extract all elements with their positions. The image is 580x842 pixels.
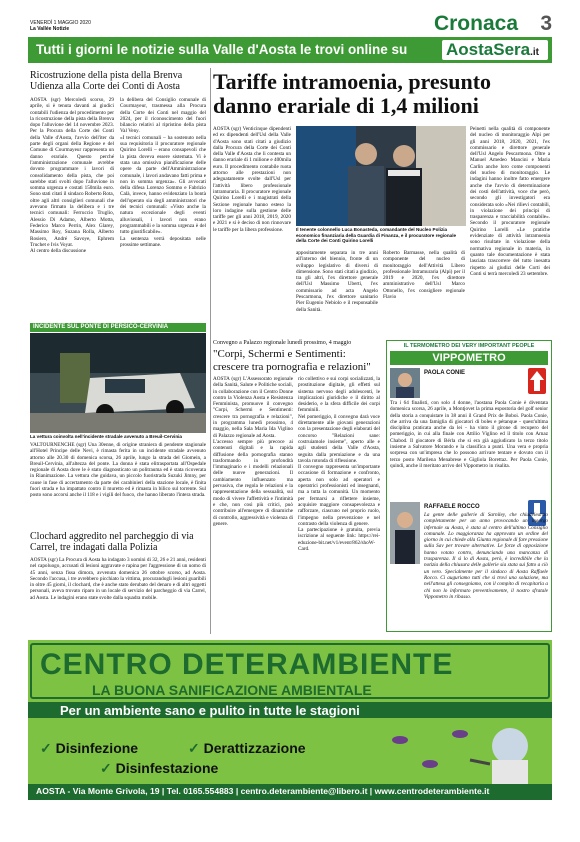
officials-photo [296,126,466,226]
ad-item-2: ✓ Derattizzazione [188,740,306,756]
check-icon: ✓ [40,740,52,756]
convegno-col1: AOSTA (sgr) L'Assessorato regionale della Sanità, Salute e Politiche sociali, in collaborazione con il Centro Donne contro la Violenza Aosta e Resistenza Femminista, promuove il convegno "Corpi, Schermi e Sentimenti: crescere tra pornografia e relazioni", in programma lunedì prossimo, 4 maggio, nella Sala Maria Ida Viglino di Palazzo regionale ad Aosta. L'accesso sempre più precoce ai contenuti digitali e la rapida diffusione della pornografia stanno trasformando in profondità l'immaginario e i modelli relazionali delle nuove generazioni. Il cambiamento influenzato ma pervasiva, che regola le relazioni e la rappresentazione della sessualità, sul modo di vivere l'affettività e l'intimità e che, non così più critici, può contribuire all'emergere di dinamiche di controllo, aggressività e violenza di genere. [213,376,293,527]
main-col3: Roberto Barmasse, nella qualità di componente del nucleo di monitoraggio dell'Attività Libero professionale Intramuraria (Alpi) per il 2019 e 2020, l'ex direttore amministrativo dell'Usl Marco Ottonello, l'ex consigliere regionale Flavio [383,250,465,301]
pest-control-icon [360,720,540,784]
crash-photo-header-text: INCIDENTE SUL PONTE DI PERSICO-CERVINIA [33,324,169,330]
aostasera-logo [446,40,539,60]
rocco-name: RAFFAELE ROCCO [424,504,480,510]
rocco-portrait [390,502,420,564]
crash-car-image [30,333,206,433]
convegno-kicker: Convegno a Palazzo regionale lunedì prossimo, 4 maggio [213,340,352,346]
rocco-text: La gente delle gallerie di Sarniley, che chiudeleanno completamente per un anno provocando un ingorgo infernale su Aosta, è stata al centro dell'ultimo Consiglio comunale. Lo maggioranza ha approvato un ordine del giorno in cui chiede alla Giunta regionale di fare pressione sulla Sav per trovare alternative. Le forze di opposizione hanno votato contro, denunciando una mancanza di trasparenza. Il sì lo di Aosta, però, è incredibile che la notizia della chiusura delle gallerie sia stata sui fatto a ciò un vero. Specialmente per il sindaco di Aosta Raffaele Rocco. Ci auguriamo tutti che si trovi una soluzione, ma nell'attesa gli consegniamo, con il compito di recapitarla a chi non lo informato preventivamente, il nostro sfratale Vippometro in ribasso. [424,512,548,600]
rocco-photo [390,502,420,564]
convegno-headline: "Corpi, Schermi e Sentimenti: crescere tra pornografia e relazioni" [213,348,371,373]
paola-photo [390,368,420,398]
ad-brand: CENTRO DETERAMBIENTE [40,648,454,681]
paola-name: PAOLA CONIE [424,370,466,376]
paper-name: La Vallée Notizie [30,26,70,32]
ad-subtitle: LA BUONA SANIFICAZIONE AMBIENTALE [92,682,372,698]
main-headline: Tariffe intramoenia, presunto danno erariale di 1,4 milioni [213,69,492,118]
check-icon: ✓ [100,760,112,776]
ad-items [40,738,340,782]
pest-illustration [360,720,540,784]
ad-item-3: ✓ Disinfestazione [100,760,219,776]
arrow-up-icon [528,368,546,394]
paola-text: Tra i 64 finalisti, con solo 4 donne, l'aostana Paola Conie è diventata domenica scorsa, 26 aprile, a Montjovet la prima espostoria del golf senior della storia a conquistare in 38 anni il Grand Prix de Boboi. Paola Conie, che arriva da una famiglia di giocatori di boles e pétanque - quest'ultima disciplina praticata anche da lei - ha vinto il girone di recupero del pomeriggio, in cui alla finale con Attilio Viglino ed il titolo con Arnaz Chabod. Il giocatore di Bérla che si era già aggiudicato la terzo titolo insieme a Salvatore Morando e la classifica a punti. Una vera e propria sorpresa con un'impresa che lo possono arrivare tentare e dovuto con il terzo posto Marilena Menabrese e Gigliola Borettaz. Per Paola Conie, quindi, anche il meritato arrivo del Vippometro in risalita. [390,400,548,469]
page-number: 3 [540,12,552,35]
convegno-col2: rio collettivo e sui corpi socializzati, la prostituzione digitale, gli effetti sul sistema nervoso degli adolescenti, le implicazioni giuridiche e il diritto al desiderio, e la sfera difficile dei corpi femminili. Nel pomeriggio, il convegno darà voce direttamente alle giovani generazioni con la presentazione degli elaborati del concorso "Relazioni sane: costruiamole insieme", aperto alle e agli studenti della Valle d'Aosta, seguita dalla premiazione e da una tavola rotonda di riflessione. Il convegno rappresenta un'importante occasione di formazione e confronto, aperta non solo ad operatori e operatrici professionisti ed insegnanti, ma a tutta la comunità. Un momento per fermarsi a riflettere insieme, acquisire maggiore consapevolezza e rafforzare, ciascuno nel proprio ruolo, l'impegno nella prevenzione e nel contrasto della violenza di genere. La partecipazione è gratuita, previa iscrizione al seguente link: https://rei-eduzione-bit.net/v1/event/862/shoW-Card. [298,376,380,553]
main-col4: Peinetti nella qualità di componente del nucleo di monitoraggio Alpi per gli anni 2018, 2020, 2021, l'ex commissario e direttore generale dell'Usl Angelo Pescarmona. Oltre a Manuel Amedeo Mancini e Maria Carlin anche loro come componenti del nucleo di monitoraggio. Le indagini hanno inoltre fatto emergere anche che l'avvio di determinazione dei costi dell'attività, voce che però, secondo gli investigatori era considerata solo «Nei rilievi contabili, in violazione dei principi di trasparenza e tracciabilità contabile». Secondo il procuratore regionale Quirino Lorelli «Le pratiche evidenziate di attività intramoenia sono risultate in violazione della normativa regionale in materia, in quanto tale documentazione è stata lasciata trascorrere del tutto inesatta rispetto ai giudizi delle Corti dei Conti si terrà mercoledì 23 settembre. [470,126,550,277]
brenva-col2: la delibera del Consiglio comunale di Courmayeur, trasmessa alla Procura della Corte dei Conti nel maggio del 2024, per il riconoscimento del fuori bilancio relativi al ripristino della pista Val Veny. «I tecnici comunali – ha sostenuto nella sua requisitoria il procuratore regionale Quirino Lorelli – erano consapevoli che la pista doveva essere sistemata. Vi è stata una omissiva pianificazione delle opere da parte dell'Amministrazione comunale, i lavori andavano fatti prima e non in somma urgenza». Gli avvocati della difesa Lorenzo Sommo e Fabrizio Calà, invece, hanno evidenziato la bontà dell'operato sia degli amministratori che dei tecnici comunali: «Visto anche la natura eccezionale degli eventi alluvionali, i lavori non erano programmabili e la somma urgenza è del tutto giustificabile». La sentenza verrà depositata nelle prossime settimane. [120,97,206,248]
logo-word: AostaSera [446,40,531,59]
officials-photo-caption: Il tenente colonnello Luca Bonasteda, comandante del Nucleo Polizia economico finanziaria della Guardia di Finanza, e il procuratore regionale della Corte dei Conti Quirino Lorelli [296,227,457,244]
ad-slogan: Per un ambiente sano e pulito in tutte le stagioni [60,703,360,718]
clochard-headline: Clochard aggredito nel parcheggio di via Carrel, tre indagati dalla Polizia [30,531,194,553]
main-col1: AOSTA (sgr) Venticinque dipendenti ed ex dipendenti dell'Usl della Valle d'Aosta sono stati citati a giudizio dalla Procura della Corte dei Conti della Valle d'Aosta che li contesta un danno erariale di 1 milione e 400mila euro. Il procedimento contabile ruota attorno alle prestazioni non adeguatamente svolte dall'Usl per l'attività libero professionale intramuraria. Il procuratore regionale Quirino Lorelli e i magistrati della Sezione regionale hanno esteso la loro indagine sulla gestione delle tariffe per gli anni 2018, 2019, 2020 e 2021 e si è deciso di non rinnovare le tariffe per la libera professione. [213,126,291,233]
brenva-headline: Ricostruzione della pista della Brenva Udienza alla Corte dei Conti di Aosta [30,70,183,92]
crash-article: VALTOURNENCHE (sgr) Una 30enne, di origine straniera di pendente stagionale all'Hotel Principe delle Nevi, è rimasta ferita in un incidente stradale avvenuto attorno alle 20.30 di domenica scorsa, 26 aprile, lungo la strada del Giomein, a Breuil-Cervinia, all'altezza del ponte. La donna è stata elitrasportata all'Ospedale regionale di Aosta dove le è stato diagnosticato un politrauma ed è stata ricoverata in Rianimazione. La vettura che guidava, un piccolo fuoristrada Suzuki Jimny, per cause in fase di accertamento da parte dei carabinieri della stazione locale, è finita fuori strada e ha impattato contro il muretto ed è rimasta in bilico sul torrente. Sul posto sono accorsi anche il 118 e i vigili del fuoco, che hanno liberato l'intera strada. [30,442,206,499]
column-divider [210,68,211,634]
check-icon: ✓ [188,740,200,756]
ad-item-1: ✓ Disinfezione [40,740,139,756]
issue-date [30,20,91,32]
logo-suffix: .it [530,47,539,58]
main-col2: appositamente separata in tre anni all'interno del biennio, fronte di un sviluppo legislativo di diversi di dimensione. Sono stati citati a giudizio, tra gli altri, l'ex direttore generale dell'Usl Massimo Uberti, l'ex commissario ad acta Angelo Pescarmona, l'ex direttore sanitario Pier Eugenio Nebiolo e il responsabile della Sanità. [296,250,378,313]
promo-banner-text: Tutti i giorni le notizie sulla Valle d'Aosta le trovi online su [36,42,408,57]
crash-photo [30,333,206,433]
crash-photo-caption: La vettura coinvolta nell'incidente stradale avvenuto a Breuil-Cervinia [30,434,182,439]
ad-contacts: AOSTA - Via Monte Grivola, 19 | Tel. 0165.554883 | centro.deterambiente@libero.it | www.centrodeterambiente.it [36,786,490,796]
brenva-col1: AOSTA (sgr) Mercoledì scorso, 29 aprile, si è tenuta davanti ai giudici contabili l'udienza del procedimento per la ricostruzione della pista della Brenva dopo l'alluvione del 14 novembre 2023. Per la Procura della Corte dei Conti della Valle d'Aosta, l'avvio dell'iter da parte degli organi della Regione e del Comune di Courmayeur rappresenta un danno erariale. Questo perché l'amministrazione comunale avrebbe dovuto programmare i lavori di consolidamento della pista, che poi sarebbe stati svolti dopo l'alluvione in somma urgenza e costati 150mila euro. Sono stati citati il sindaco Roberto Rota, oltre agli altri consiglieri comunali che avevano firmato la delibera e i tre tecnici comunali: Ferruccio Truglio, Alessio Di Adamo, Alberto Motta, Federico Marco Perrin, Alex Glarey, Massimo Roy, Suzana Rolla, Alberto Rosiero, André Savoye, Ephrem Truchet e Ivis Voyat. Al centro della discussione [30,97,114,255]
vip-header: IL TERMOMETRO DEI VERY IMPORTANT PEOPLE [403,343,535,349]
date-line: VENERDÌ 1 MAGGIO 2020 [30,20,91,26]
paola-portrait [390,368,420,398]
officials-image [296,126,466,226]
vip-title: VIPPOMETRO [432,352,506,364]
clochard-article: AOSTA (sgr) La Procura di Aosta ha indagato 3 uomini di 32, 26 e 21 anni, residenti nel capoluogo, accusati di lesioni aggravate e rapina per l'aggressione di un uomo di 45 anni, senza fissa dimora, avvenuta domenica 26 ottobre scorso, ad Aosta. Secondo l'accusa, i tre avrebbero picchiato la vittima, procurandogli lesioni guaribili in oltre 45 giorni, il clochard, che è anche stato derubato del denaro e di altri oggetti personali, aveva trovato riparo in un locale di servizio del parcheggio di via Carrel, ad Aosta. Le indagini erano state svolte dalla squadra mobile. [30,557,206,601]
section-title: Cronaca [433,12,518,35]
